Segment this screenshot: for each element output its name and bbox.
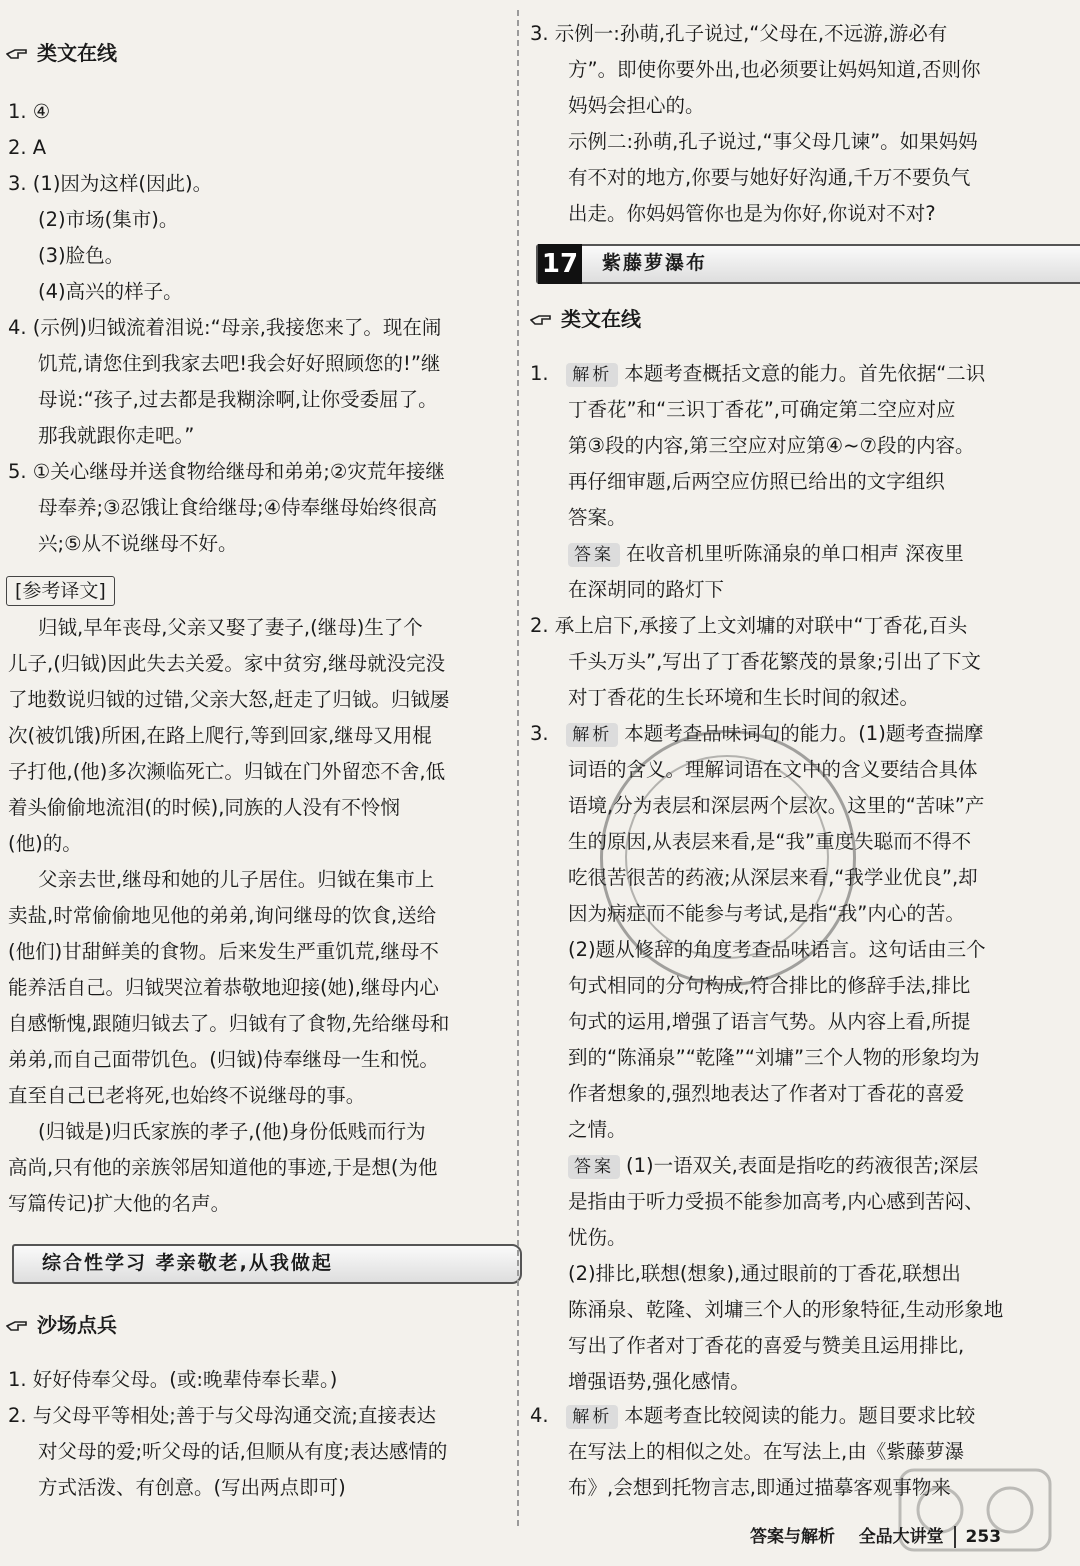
comprehensive-learning-banner <box>12 1244 522 1284</box>
answer-line: 兴;⑤从不说继母不好。 <box>38 532 238 555</box>
answer-line: 1. 好好侍奉父母。(或:晚辈侍奉长辈。) <box>8 1368 338 1391</box>
translation-line: 能养活自己。归钺哭泣着恭敬地迎接(她),继母内心 <box>8 976 439 999</box>
question-2-answer: 2. 承上启下,承接了上文刘墉的对联中“丁香花,百头 千头万头”,写出了丁香花繁茂的景象;引出了下文 对丁香花的生长环境和生长时间的叙述。 <box>530 614 981 709</box>
banner-title: 综合性学习 孝亲敬老,从我做起 <box>42 1252 333 1274</box>
page-number: 253 <box>965 1527 1002 1547</box>
translation-line: 归钺,早年丧母,父亲又娶了妻子,(继母)生了个 <box>38 616 423 639</box>
answer-line: 1. ④ <box>8 100 51 123</box>
answer-line: (4)高兴的样子。 <box>38 280 183 303</box>
answer-line: 饥荒,请您住到我家去吧!我会好好照顾您的!”继 <box>38 352 441 375</box>
translation-line: 次(被饥饿)所困,在路上爬行,等到回家,继母又用棍 <box>8 724 432 747</box>
answer-line: 那我就跟你走吧。” <box>38 424 195 447</box>
answer-tag: 答案 <box>568 1155 620 1179</box>
answer-line: 对父母的爱;听父母的话,但顺从有度;表达感情的 <box>38 1440 448 1463</box>
answer-line: (3)脸色。 <box>38 244 125 267</box>
answer-line: 3. (1)因为这样(因此)。 <box>8 172 213 195</box>
analysis-tag: 解析 <box>566 723 618 747</box>
answer-line: 妈妈会担心的。 <box>568 94 705 117</box>
answer-line: 有不对的地方,你要与她好好沟通,千万不要负气 <box>568 166 971 189</box>
answer-line: 3. 示例一:孙萌,孔子说过,“父母在,不远游,游必有 <box>530 22 948 45</box>
answer-list-1 <box>0 94 508 562</box>
pointing-hand-icon <box>530 313 552 327</box>
column-divider <box>517 10 519 1526</box>
lesson-number: 17 <box>538 244 582 284</box>
question-3-analysis: 3. 解析 本题考查品味词句的能力。(1)题考查揣摩 词语的含义。理解词语在文中的含义要结合具体 语境,分为表层和深层两个层次。这里的“苦味”产 生的原因,从表层来看,是“我”重度失聪而不得不 吃很苦很苦的药液;从深层来看,“我学业优良”,却 因为病症而不能参与考试,是指“我”内心的苦。 (2)题从修辞的角度考查品味语言。这句话由三个 句式相同的分句构成,符合排比的修辞手法,排比 句式的运用,增强了语言气势。从内容上看,所提 到的“陈涌泉”“乾隆”“刘墉”三个人物的形象均为 作者想象的,强烈地表达了作者对丁香花的喜爱 之情。 <box>530 722 986 1141</box>
answer-tag: 答案 <box>568 543 620 567</box>
answer-line: 2. A <box>8 136 47 159</box>
reference-translation-title: [参考译文] <box>0 576 508 606</box>
question-4-analysis: 4. 解析 本题考查比较阅读的能力。题目要求比较 在写法上的相似之处。在写法上,由《紫藤萝瀑 布》,会想到托物言志,即通过描摹客观事物来 <box>530 1404 976 1499</box>
answer-line: 方式活泼、有创意。(写出两点即可) <box>38 1476 346 1499</box>
section-title: 类文在线 <box>560 307 641 331</box>
section-heading-shachang <box>0 1310 508 1340</box>
translation-line: (归钺是)归氏家族的孝子,(他)身份低贱而行为 <box>38 1120 426 1143</box>
answer-line: 母奉养;③忍饿让食给继母;④侍奉继母始终很高 <box>38 496 438 519</box>
translation-line: 了地数说归钺的过错,父亲大怒,赶走了归钺。归钺屡 <box>8 688 450 711</box>
section-title: 类文在线 <box>36 41 117 65</box>
answer-line: 2. 与父母平等相处;善于与父母沟通交流;直接表达 <box>8 1404 436 1427</box>
answer-line: 示例二:孙萌,孔子说过,“事父母几谏”。如果妈妈 <box>568 130 978 153</box>
translation-line: 子打他,(他)多次濒临死亡。归钺在门外留恋不舍,低 <box>8 760 446 783</box>
answer-line: 方”。即使你要外出,也必须要让妈妈知道,否则你 <box>568 58 981 81</box>
answer-line: 4. (示例)归钺流着泪说:“母亲,我接您来了。现在闹 <box>8 316 442 339</box>
translation-line: 自感惭愧,跟随归钺去了。归钺有了食物,先给继母和 <box>8 1012 450 1035</box>
translation-line: 弟弟,而自己面带饥色。(归钺)侍奉继母一生和悦。 <box>8 1048 439 1071</box>
translation-line: 着头偷偷地流泪(的时候),同族的人没有不怜悯 <box>8 796 400 819</box>
analysis-tag: 解析 <box>566 1405 618 1429</box>
answer-list-2 <box>0 1362 508 1506</box>
answer-3-examples <box>530 16 1030 232</box>
translation-line: (他们)甘甜鲜美的食物。后来发生严重饥荒,继母不 <box>8 940 439 963</box>
translation-line: 儿子,(归钺)因此失去关爱。家中贫穷,继母就没完没 <box>8 652 446 675</box>
lesson-title: 紫藤萝瀑布 <box>602 252 708 274</box>
lesson-banner <box>536 244 1080 284</box>
section-heading-leiwen <box>0 38 508 68</box>
footer-label: 答案与解析 <box>750 1527 835 1547</box>
translation-line: 直至自己已老将死,也始终不说继母的事。 <box>8 1084 366 1107</box>
answer-line: 出走。你妈妈管你也是为你好,你说对不对? <box>568 202 936 225</box>
answer-line: (2)市场(集市)。 <box>38 208 179 231</box>
footer-book: 全品大讲堂 <box>858 1527 944 1547</box>
translation-line: 卖盐,时常偷偷地见他的弟弟,询问继母的饮食,送给 <box>8 904 437 927</box>
question-1-answer: 答案 在收音机里听陈涌泉的单口相声 深夜里 在深胡同的路灯下 <box>568 542 964 601</box>
translation-line: 写篇传记)扩大他的名声。 <box>8 1192 231 1215</box>
answer-line: 5. ①关心继母并送食物给继母和弟弟;②灾荒年接继 <box>8 460 445 483</box>
reference-translation <box>0 610 508 1222</box>
question-1-analysis: 1. 解析 本题考查概括文意的能力。首先依据“二识 丁香花”和“三识丁香花”,可确定第二空应对应 第③段的内容,第三空应对应第④~⑦段的内容。 再仔细审题,后两空应仿照已给出的文字组织 答案。 <box>530 362 986 529</box>
pointing-hand-icon <box>6 47 28 61</box>
translation-line: 高尚,只有他的亲族邻居知道他的事迹,于是想(为他 <box>8 1156 438 1179</box>
pointing-hand-icon <box>6 1319 28 1333</box>
answer-line: 母说:“孩子,过去都是我糊涂啊,让你受委屈了。 <box>38 388 438 411</box>
question-3-answer: 答案 (1)一语双关,表面是指吃的药液很苦;深层 是指由于听力受损不能参加高考,内心感到苦闷、 忧伤。 (2)排比,联想(想象),通过眼前的丁香花,联想出 陈涌泉、乾隆、刘墉三个人的形象特征,生动形象地 写出了作者对丁香花的喜爱与赞美且运用排比, 增强语势,强化感情。 <box>568 1154 1004 1393</box>
analysis-tag: 解析 <box>566 363 618 387</box>
page-footer <box>750 1522 1001 1548</box>
translation-line: 父亲去世,继母和她的儿子居住。归钺在集市上 <box>38 868 435 891</box>
section-title: 沙场点兵 <box>36 1313 117 1337</box>
section-heading-leiwen-right <box>530 304 1030 334</box>
translation-line: (他)的。 <box>8 832 82 855</box>
